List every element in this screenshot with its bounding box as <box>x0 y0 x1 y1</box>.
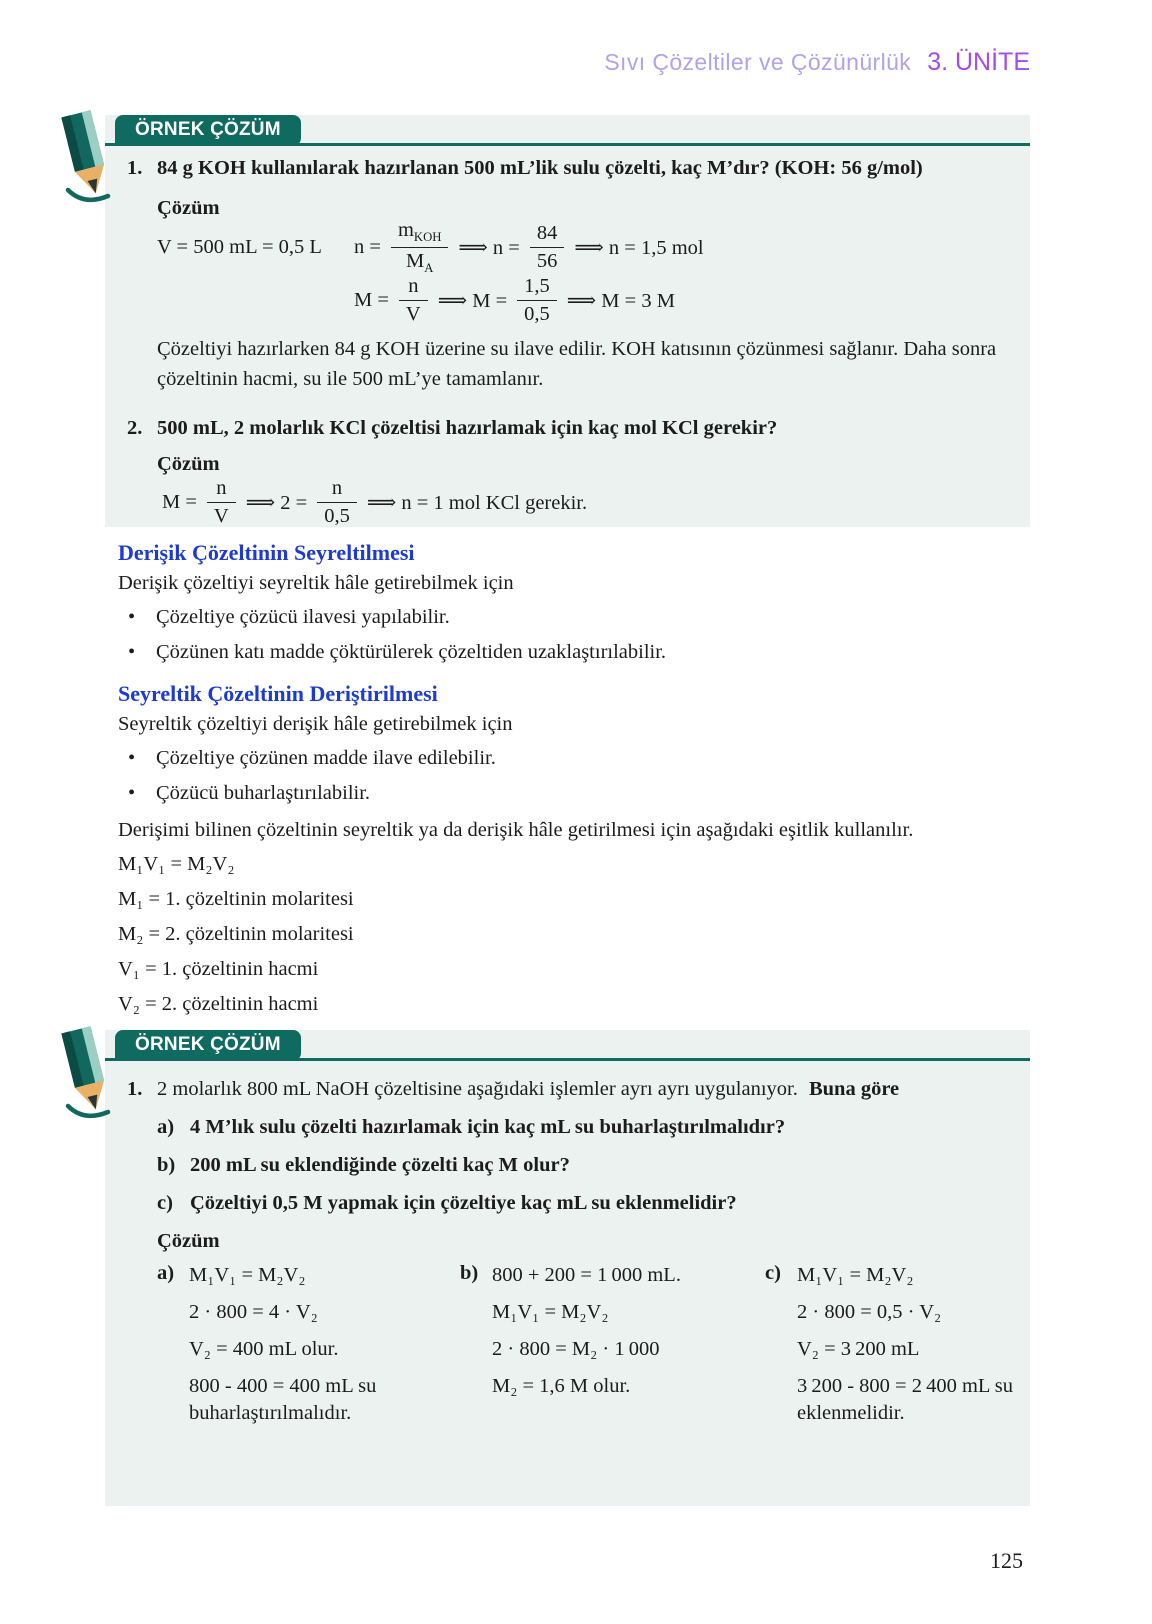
question-1 <box>127 155 1013 183</box>
solution-label: Çözüm <box>157 197 220 219</box>
question-1 <box>127 1076 1017 1104</box>
bullet-text: Çözeltiye çözücü ilavesi yapılabilir. <box>156 606 450 628</box>
subquestion-c <box>157 1192 1017 1215</box>
column-label: b) <box>460 1262 479 1284</box>
formula-molarity: M = $\frac{n}{V}$ ⟹ M = $\frac{1,5}{0,5}$ ⟹ M = 3 M <box>354 275 675 325</box>
section-intro: Derişik çözeltiyi seyreltik hâle getirebilmek için <box>118 572 514 594</box>
subquestion-text: 4 M’lık sulu çözelti hazırlamak için kaç mL su buharlaştırılmalıdır? <box>190 1116 786 1138</box>
formula-kcl: M = $\frac{n}{V}$ ⟹ 2 = $\frac{n}{0,5}$ ⟹ n = 1 mol KCl gerekir. <box>162 477 588 527</box>
bullet-icon <box>118 782 156 805</box>
solution-label: Çözüm <box>157 453 220 475</box>
section-title-dilution: Derişik Çözeltinin Seyreltilmesi <box>118 540 415 565</box>
solution-columns <box>157 1262 1037 1437</box>
question-text: 84 g KOH kullanılarak hazırlanan 500 mL’lik sulu çözelti, kaç M’dır? (KOH: 56 g/mol) <box>157 157 923 179</box>
bullet-icon <box>118 606 156 629</box>
equation-definition: V₂ = 2. çözeltinin hacmi <box>118 993 319 1015</box>
subquestion-b <box>157 1154 1017 1177</box>
subquestion-label: a) <box>157 1116 175 1138</box>
solution-line: M₁V₁ = M₂V₂ <box>492 1301 609 1324</box>
question-text <box>157 1076 899 1104</box>
example-block-2 <box>105 1030 1030 1506</box>
pencil-icon <box>60 1026 118 1122</box>
solution-note: Çözeltiyi hazırlarken 84 g KOH üzerine su ilave edilir. KOH katısının çözünmesi sağlanır. Daha sonra çözeltinin hacmi, su ile 500 mL’ye tamamlanır. <box>157 338 997 390</box>
example-banner-label: ÖRNEK ÇÖZÜM <box>115 1030 301 1061</box>
solution-label: Çözüm <box>157 1230 220 1252</box>
solution-column-a <box>157 1262 460 1437</box>
list-item <box>118 782 1018 805</box>
solution-line: 800 + 200 = 1 000 mL. <box>492 1264 681 1286</box>
solution-column-b <box>460 1262 765 1437</box>
solution-line: 800 - 400 = 400 mL su buharlaştırılmalıdır. <box>189 1375 377 1425</box>
solution-line: M₂ = 1,6 M olur. <box>492 1375 631 1398</box>
bullet-text: Çözünen katı madde çöktürülerek çözeltiden uzaklaştırılabilir. <box>156 641 667 663</box>
question-number: 1. <box>127 1078 143 1100</box>
equation-definition: V₁ = 1. çözeltinin hacmi <box>118 958 319 980</box>
equation-definition: M₁ = 1. çözeltinin molaritesi <box>118 888 354 910</box>
formula-mole <box>157 219 709 276</box>
solution-line: M₁V₁ = M₂V₂ <box>797 1264 914 1286</box>
pencil-icon <box>60 110 118 206</box>
solution-line: 2 · 800 = 4 · V₂ <box>189 1301 318 1324</box>
subquestion-label: b) <box>157 1154 176 1176</box>
solution-line: 2 · 800 = M₂ · 1 000 <box>492 1338 660 1361</box>
chapter-title: Sıvı Çözeltiler ve Çözünürlük <box>604 49 912 75</box>
equation-definition: M₂ = 2. çözeltinin molaritesi <box>118 923 354 945</box>
subquestion-text: 200 mL su eklendiğinde çözelti kaç M olur? <box>190 1154 570 1176</box>
dilution-equation-note: Derişimi bilinen çözeltinin seyreltik ya da derişik hâle getirilmesi için aşağıdaki eşitlik kullanılır. <box>118 819 914 841</box>
solution-line: V₂ = 400 mL olur. <box>189 1338 339 1361</box>
bullet-text: Çözücü buharlaştırılabilir. <box>156 782 371 804</box>
dilution-equation-block <box>118 851 354 1026</box>
subquestion-a <box>157 1116 1017 1139</box>
example-block-1 <box>105 115 1030 527</box>
bullet-text: Çözeltiye çözünen madde ilave edilebilir. <box>156 747 496 769</box>
bullet-icon <box>118 747 156 770</box>
question-text-bold: Buna göre <box>808 1078 900 1100</box>
volume-line: V = 500 mL = 0,5 L <box>157 236 322 259</box>
question-number: 2. <box>127 417 143 439</box>
bullet-icon <box>118 641 156 664</box>
example-banner-label: ÖRNEK ÇÖZÜM <box>115 115 301 146</box>
solution-line: 2 · 800 = 0,5 · V₂ <box>797 1301 942 1324</box>
column-label: a) <box>157 1262 175 1284</box>
column-label: c) <box>765 1262 781 1284</box>
subquestion-text: Çözeltiyi 0,5 M yapmak için çözeltiye kaç mL su eklenmelidir? <box>190 1192 737 1214</box>
dilution-equation: M₁V₁ = M₂V₂ <box>118 853 235 875</box>
solution-column-c <box>765 1262 1037 1437</box>
mole-equation: n = $\frac{m_{KOH}}{M_A}$ ⟹ n = $\frac{84}{56}$ ⟹ n = 1,5 mol <box>354 219 704 276</box>
subquestion-label: c) <box>157 1192 173 1214</box>
solution-line: V₂ = 3 200 mL <box>797 1338 920 1361</box>
solution-line: 3 200 - 800 = 2 400 mL su eklenmelidir. <box>797 1375 1014 1425</box>
list-item <box>118 641 1018 664</box>
list-item <box>118 606 1018 629</box>
page-number: 125 <box>990 1548 1023 1573</box>
question-2 <box>127 415 1013 443</box>
question-text: 500 mL, 2 molarlık KCl çözeltisi hazırlamak için kaç mol KCl gerekir? <box>157 417 778 439</box>
question-number: 1. <box>127 157 143 179</box>
section-intro: Seyreltik çözeltiyi derişik hâle getirebilmek için <box>118 713 513 735</box>
unit-label: 3. ÜNİTE <box>927 48 1030 76</box>
section-title-concentration: Seyreltik Çözeltinin Deriştirilmesi <box>118 681 438 706</box>
page-header <box>604 48 1030 77</box>
list-item <box>118 747 1018 770</box>
solution-line: M₁V₁ = M₂V₂ <box>189 1264 306 1286</box>
question-text-regular: 2 molarlık 800 mL NaOH çözeltisine aşağıdaki işlemler ayrı ayrı uygulanıyor. <box>157 1078 798 1100</box>
